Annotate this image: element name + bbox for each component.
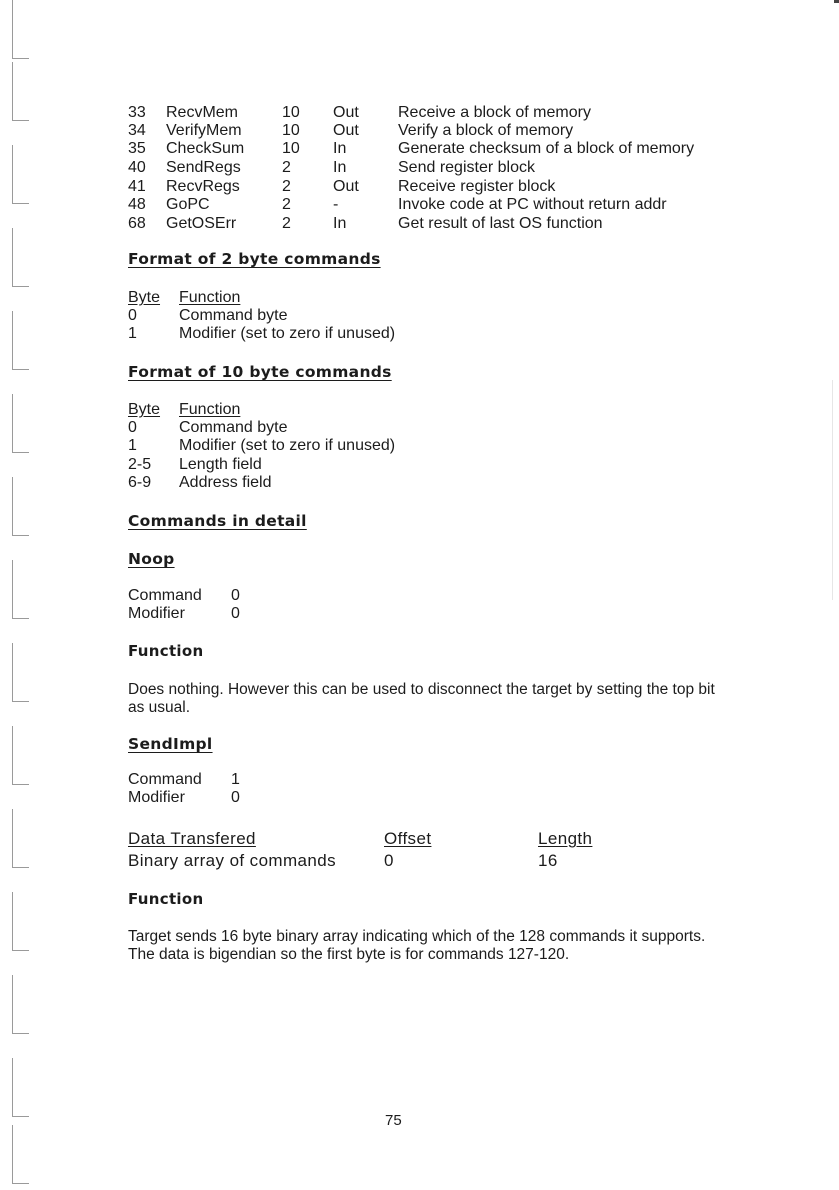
margin-mark xyxy=(12,1058,29,1117)
margin-mark xyxy=(12,0,29,59)
command-value: 1 xyxy=(231,771,240,788)
function-value: Modifier (set to zero if unused) xyxy=(179,325,396,342)
modifier-value: 0 xyxy=(231,605,240,622)
byte-value: 1 xyxy=(128,437,137,454)
margin-mark xyxy=(12,228,29,287)
byte-value: 0 xyxy=(128,307,137,324)
noop-description: Does nothing. However this can be used to disconnect the target by setting the top bit as usual. xyxy=(128,681,715,716)
margin-mark xyxy=(12,477,29,536)
margin-mark xyxy=(12,1125,29,1184)
margin-mark xyxy=(12,643,29,702)
noop-title: Noop xyxy=(128,550,175,568)
command-description: Get result of last OS function xyxy=(398,215,603,232)
length-header: Length xyxy=(538,829,593,848)
data-transfered-header: Data Transfered xyxy=(128,829,256,848)
function-value: Length field xyxy=(179,456,262,473)
command-direction: - xyxy=(333,196,339,213)
byte-value: 0 xyxy=(128,419,137,436)
command-direction: In xyxy=(333,215,347,232)
command-name: CheckSum xyxy=(166,140,245,157)
command-length: 2 xyxy=(282,159,291,176)
command-length: 2 xyxy=(282,178,291,195)
command-number: 33 xyxy=(128,104,146,121)
command-label: Command xyxy=(128,587,202,604)
sendimpl-function-heading: Function xyxy=(128,890,204,908)
command-direction: Out xyxy=(333,178,359,195)
margin-mark xyxy=(12,975,29,1034)
byte-value: 2-5 xyxy=(128,456,152,473)
commands-detail-heading: Commands in detail xyxy=(128,512,307,530)
command-name: RecvRegs xyxy=(166,178,240,195)
function-value: Command byte xyxy=(179,307,288,324)
page-number: 75 xyxy=(385,1112,402,1129)
binder-margin-marks xyxy=(0,0,40,1190)
function-value: Address field xyxy=(179,474,272,491)
command-number: 34 xyxy=(128,122,146,139)
corner-mark xyxy=(834,0,839,3)
command-description: Receive a block of memory xyxy=(398,104,591,121)
function-value: Command byte xyxy=(179,419,288,436)
function-value: Modifier (set to zero if unused) xyxy=(179,437,396,454)
command-description: Receive register block xyxy=(398,178,556,195)
command-number: 41 xyxy=(128,178,146,195)
command-description: Send register block xyxy=(398,159,535,176)
command-description: Generate checksum of a block of memory xyxy=(398,140,695,157)
command-name: RecvMem xyxy=(166,104,239,121)
function-column-header: Function xyxy=(179,401,241,418)
modifier-label: Modifier xyxy=(128,789,185,806)
command-length: 2 xyxy=(282,215,291,232)
command-length: 10 xyxy=(282,104,300,121)
page-edge-line xyxy=(832,380,833,600)
command-direction: Out xyxy=(333,104,359,121)
noop-function-heading: Function xyxy=(128,642,204,660)
command-value: 0 xyxy=(231,587,240,604)
command-label: Command xyxy=(128,771,202,788)
command-number: 40 xyxy=(128,159,146,176)
command-length: 10 xyxy=(282,122,300,139)
byte-value: 6-9 xyxy=(128,474,152,491)
margin-mark xyxy=(12,726,29,785)
data-offset: 0 xyxy=(384,851,394,870)
command-direction: In xyxy=(333,159,347,176)
command-direction: In xyxy=(333,140,347,157)
sendimpl-description: Target sends 16 byte binary array indicating which of the 128 commands it supports. The data is bigendian so the first byte is for commands 127-120. xyxy=(128,928,706,963)
command-number: 68 xyxy=(128,215,146,232)
data-item: Binary array of commands xyxy=(128,851,337,870)
modifier-value: 0 xyxy=(231,789,240,806)
margin-mark xyxy=(12,311,29,370)
command-number: 35 xyxy=(128,140,146,157)
format2-heading: Format of 2 byte commands xyxy=(128,250,381,268)
sendimpl-title: SendImpl xyxy=(128,735,213,753)
modifier-label: Modifier xyxy=(128,605,185,622)
command-name: VerifyMem xyxy=(166,122,242,139)
command-direction: Out xyxy=(333,122,359,139)
command-number: 48 xyxy=(128,196,146,213)
format10-heading: Format of 10 byte commands xyxy=(128,363,392,381)
command-length: 10 xyxy=(282,140,300,157)
command-description: Verify a block of memory xyxy=(398,122,574,139)
command-name: GoPC xyxy=(166,196,210,213)
margin-mark xyxy=(12,560,29,619)
byte-column-header: Byte xyxy=(128,401,161,418)
margin-mark xyxy=(12,394,29,453)
margin-mark xyxy=(12,892,29,951)
margin-mark xyxy=(12,62,29,121)
command-description: Invoke code at PC without return addr xyxy=(398,196,667,213)
command-name: SendRegs xyxy=(166,159,241,176)
margin-mark xyxy=(12,809,29,868)
byte-column-header: Byte xyxy=(128,289,161,306)
data-length: 16 xyxy=(538,851,558,870)
byte-value: 1 xyxy=(128,325,137,342)
margin-mark xyxy=(12,145,29,204)
offset-header: Offset xyxy=(384,829,432,848)
command-name: GetOSErr xyxy=(166,215,237,232)
function-column-header: Function xyxy=(179,289,241,306)
command-length: 2 xyxy=(282,196,291,213)
